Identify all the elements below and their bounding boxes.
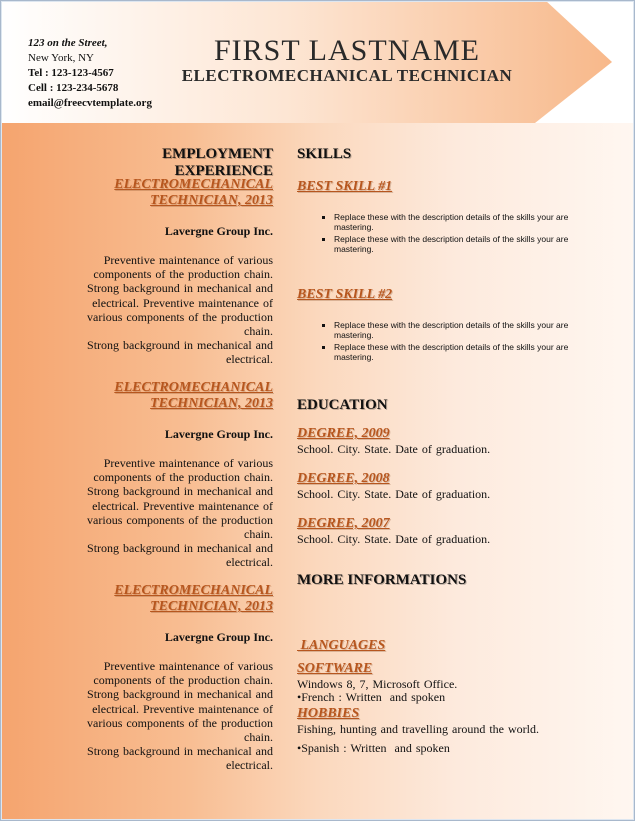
job-description-line: various components of the production <box>87 309 273 324</box>
candidate-name: FIRST LASTNAME <box>214 34 480 67</box>
job-description-line: electrical. <box>226 352 273 367</box>
job-description-line: chain. <box>244 527 273 542</box>
job-company: Lavergne Group Inc. <box>164 224 273 238</box>
job-company: Lavergne Group Inc. <box>164 427 273 441</box>
degree-entry <box>297 471 490 502</box>
job-description-line: electrical. Preventive maintenance of <box>92 701 273 716</box>
software-title: SOFTWARE <box>297 661 373 676</box>
job-description-line: various components of the production <box>87 715 273 730</box>
job-description-line: chain. <box>244 730 273 745</box>
employment-section <box>70 146 273 773</box>
job-description-line: Strong background in mechanical and <box>87 281 273 296</box>
degree-entry <box>297 426 490 457</box>
hobbies-title: HOBBIES <box>297 706 360 721</box>
job-title-line2: TECHNICIAN, 2013 <box>150 193 273 208</box>
job-description-line: chain. <box>244 324 273 339</box>
skill-bullet: ▪ Replace these with the description details of the skills your are mastering. <box>334 212 587 232</box>
skill-title: BEST SKILL #1 <box>297 179 393 194</box>
skill-entry <box>297 179 587 256</box>
skill-bullet-list <box>297 320 587 362</box>
skill-bullet: ▪ Replace these with the description details of the skills your are mastering. <box>334 320 587 340</box>
job-description-line: electrical. <box>226 758 273 773</box>
job-description <box>70 253 273 367</box>
contact-tel: Tel : 123-123-4567 <box>28 67 114 79</box>
degree-entry <box>297 516 490 547</box>
contact-street: 123 on the Street, <box>28 37 108 49</box>
software-entry <box>297 661 457 692</box>
job-description-line: Strong background in mechanical and <box>87 541 273 556</box>
contact-cell: Cell : 123-234-5678 <box>28 82 119 94</box>
hobbies-detail: Fishing, hunting and travelling around the world. <box>297 722 539 736</box>
job-title-line1: ELECTROMECHANICAL <box>114 177 273 192</box>
job-description-line: electrical. Preventive maintenance of <box>92 295 273 310</box>
languages-entry <box>297 602 450 792</box>
job-title-line2: TECHNICIAN, 2013 <box>150 599 273 614</box>
job-title-line1: ELECTROMECHANICAL <box>114 583 273 598</box>
skills-heading: SKILLS <box>297 146 352 162</box>
skill-bullet-list <box>297 212 587 254</box>
skill-title: BEST SKILL #2 <box>297 287 393 302</box>
degree-detail: School. City. State. Date of graduation. <box>297 532 491 546</box>
job-description-line: components of the production chain. <box>93 673 273 688</box>
job-description-line: electrical. Preventive maintenance of <box>92 498 273 513</box>
degree-title: DEGREE, 2008 <box>297 471 390 486</box>
job-description <box>70 456 273 570</box>
skill-entry <box>297 287 587 364</box>
job-entry <box>70 177 273 367</box>
degree-title: DEGREE, 2007 <box>297 516 390 531</box>
language-item: •Spanish : Written and spoken <box>297 741 450 755</box>
job-description-line: Preventive maintenance of various <box>103 253 273 267</box>
job-description-line: electrical. <box>226 555 273 570</box>
job-description-line: Preventive maintenance of various <box>103 456 273 470</box>
education-heading: EDUCATION <box>297 397 388 413</box>
candidate-title: ELECTROMECHANICAL TECHNICIAN <box>181 66 513 85</box>
job-description-line: Strong background in mechanical and <box>87 484 273 499</box>
contact-city: New York, NY <box>28 52 95 64</box>
job-entry <box>70 583 273 773</box>
job-description-line: components of the production chain. <box>93 267 273 282</box>
contact-block <box>28 36 152 111</box>
languages-title: LANGUAGES <box>297 638 386 653</box>
more-info-heading: MORE INFORMATIONS <box>297 572 467 588</box>
degree-detail: School. City. State. Date of graduation. <box>297 487 491 501</box>
degree-title: DEGREE, 2009 <box>297 426 390 441</box>
software-detail: Windows 8, 7, Microsoft Office. <box>297 677 458 691</box>
job-title-line2: TECHNICIAN, 2013 <box>150 396 273 411</box>
language-item: •French : Written and spoken <box>297 690 446 704</box>
job-description-line: Strong background in mechanical and <box>87 338 273 353</box>
contact-email: email@freecvtemplate.org <box>28 97 152 109</box>
degree-detail: School. City. State. Date of graduation. <box>297 442 491 456</box>
skill-bullet: ▪ Replace these with the description details of the skills your are mastering. <box>334 234 587 254</box>
job-description-line: Preventive maintenance of various <box>103 659 273 673</box>
employment-heading: EMPLOYMENT EXPERIENCE <box>162 146 273 179</box>
right-column <box>297 146 587 755</box>
hobbies-entry <box>297 706 539 737</box>
job-description-line: various components of the production <box>87 512 273 527</box>
job-title-line1: ELECTROMECHANICAL <box>114 380 273 395</box>
job-description-line: components of the production chain. <box>93 470 273 485</box>
job-company: Lavergne Group Inc. <box>164 630 273 644</box>
skill-bullet: ▪ Replace these with the description details of the skills your are mastering. <box>334 342 587 362</box>
job-description <box>70 659 273 773</box>
job-entry <box>70 380 273 570</box>
job-description-line: Strong background in mechanical and <box>87 687 273 702</box>
job-description-line: Strong background in mechanical and <box>87 744 273 759</box>
